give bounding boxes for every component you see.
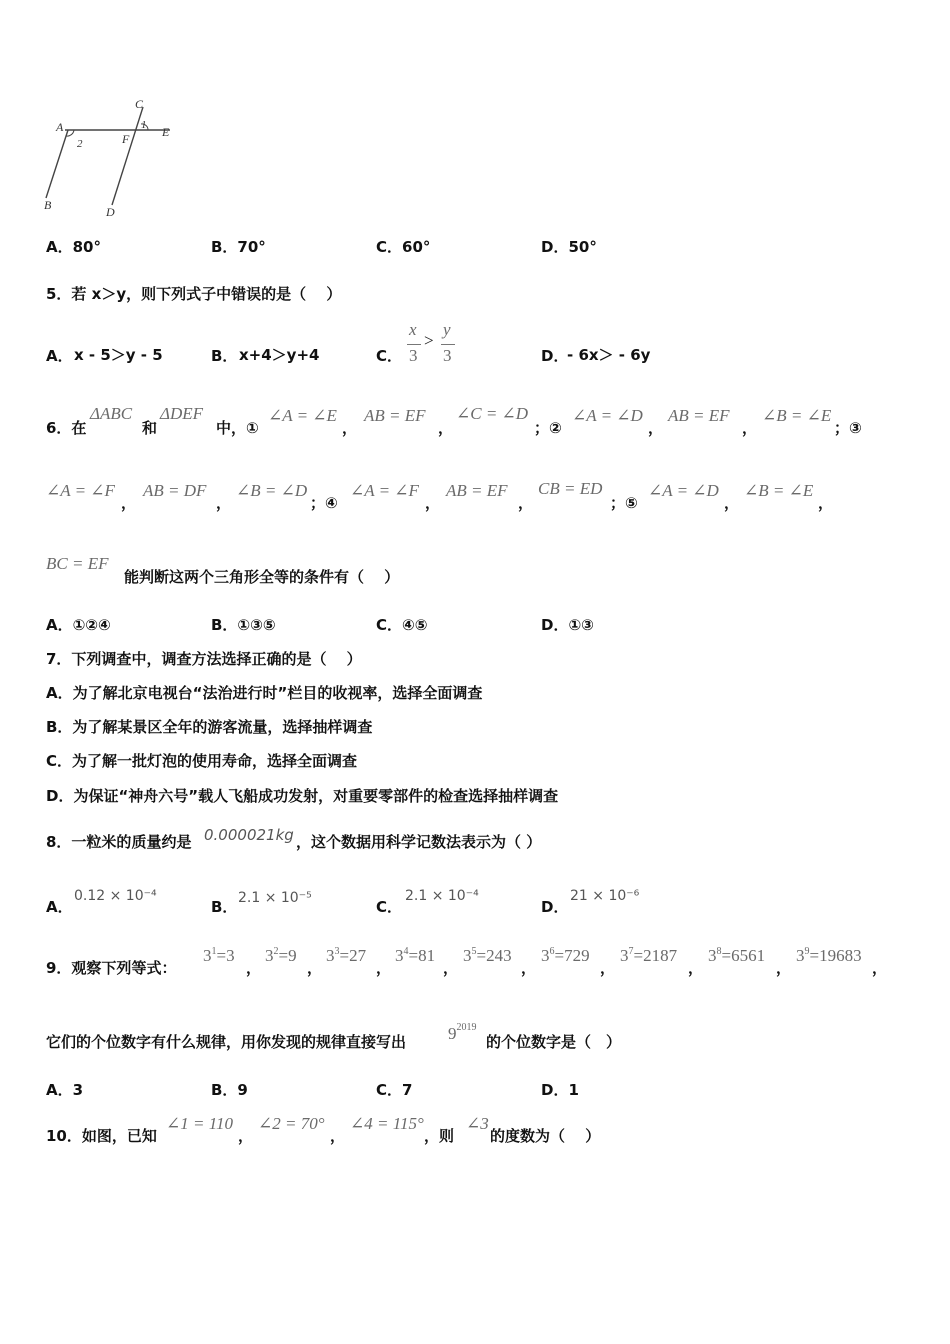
q6-mark-5: ；⑤ bbox=[610, 494, 638, 512]
q6-cond2-c: ∠B = ∠E bbox=[762, 406, 832, 425]
q5-option-b[interactable]: x+4＞y+4 bbox=[239, 346, 320, 364]
q6-cond2-a: ∠A = ∠D bbox=[572, 406, 643, 425]
frac-x-num: x bbox=[409, 320, 417, 339]
q8-option-d[interactable]: 21 × 10⁻⁶ bbox=[570, 888, 640, 904]
q8-option-c[interactable]: 2.1 × 10⁻⁴ bbox=[405, 888, 479, 904]
frac-y-bar bbox=[441, 344, 455, 345]
q8-option-b-label: B． bbox=[211, 898, 238, 916]
comma: ， bbox=[600, 959, 616, 977]
q7-option-c[interactable]: C．为了解一批灯泡的使用寿命，选择全面调查 bbox=[46, 752, 358, 770]
power-eq: $3^2=9$ bbox=[265, 946, 297, 965]
comma: ， bbox=[518, 494, 534, 512]
comma: ， bbox=[724, 494, 740, 512]
comma: ， bbox=[376, 959, 392, 977]
q6-mark-2: ；② bbox=[534, 419, 562, 437]
comma: ， bbox=[330, 1127, 346, 1145]
q7-option-a[interactable]: A．为了解北京电视台“法治进行时”栏目的收视率，选择全面调查 bbox=[46, 684, 483, 702]
q6-cond2-b: AB = EF bbox=[668, 406, 730, 425]
q6-cond5-a: ∠A = ∠D bbox=[648, 481, 719, 500]
q9-line2-a: 它们的个位数字有什么规律，用你发现的规律直接写出 bbox=[46, 1033, 407, 1051]
label-1: 1 bbox=[141, 119, 147, 131]
q8-option-a-label: A． bbox=[46, 898, 73, 916]
q6-triangle-def: ΔDEF bbox=[160, 404, 204, 423]
q6-zhong: 中，① bbox=[216, 419, 259, 437]
q5-option-d[interactable]: - 6x＞ - 6y bbox=[567, 346, 651, 364]
q4-option-c[interactable]: C．60° bbox=[376, 238, 431, 256]
label-b: B bbox=[44, 198, 52, 212]
comma: ， bbox=[246, 959, 262, 977]
q5-option-b-label: B． bbox=[211, 347, 238, 365]
q10-stem-b: ，则 bbox=[424, 1127, 455, 1145]
comma: ， bbox=[742, 419, 758, 437]
label-d: D bbox=[106, 205, 115, 219]
q10-angle-1: ∠1 = 110 bbox=[166, 1114, 233, 1133]
power-eq: $3^4=81$ bbox=[395, 946, 436, 965]
q9-stem: 9．观察下列等式： bbox=[46, 959, 177, 977]
q6-cond3-c: ∠B = ∠D bbox=[236, 481, 308, 500]
comma: ， bbox=[121, 494, 137, 512]
segment-cd bbox=[112, 107, 143, 205]
q8-mass: 0.000021kg bbox=[204, 826, 294, 844]
comma: ， bbox=[216, 494, 232, 512]
q4-option-b[interactable]: B．70° bbox=[211, 238, 266, 256]
q6-cond5-c: BC = EF bbox=[46, 554, 109, 573]
q10-stem-a: 10．如图，已知 bbox=[46, 1127, 157, 1145]
q5-option-c-label: C． bbox=[376, 347, 403, 365]
comma: ， bbox=[776, 959, 792, 977]
power-eq: $3^6=729$ bbox=[541, 946, 590, 965]
q9-power: $9^{2019}$ bbox=[448, 1022, 477, 1043]
q10-angle-3: ∠3 bbox=[466, 1114, 489, 1133]
comma: ， bbox=[307, 959, 323, 977]
q7-stem: 7．下列调查中，调查方法选择正确的是（ ） bbox=[46, 650, 362, 668]
q5-option-c[interactable] bbox=[404, 320, 464, 368]
q6-option-a[interactable]: A．①②④ bbox=[46, 616, 111, 634]
q6-option-c[interactable]: C．④⑤ bbox=[376, 616, 428, 634]
q6-cond1-c: ∠C = ∠D bbox=[456, 404, 529, 423]
q10-stem-c: 的度数为（ ） bbox=[490, 1127, 601, 1145]
q6-cond4-b: AB = EF bbox=[446, 481, 508, 500]
label-a: A bbox=[56, 120, 64, 134]
q6-cond5-b: ∠B = ∠E bbox=[744, 481, 814, 500]
frac-x-bar bbox=[407, 344, 421, 345]
power-eq: $3^9=19683$ bbox=[796, 946, 862, 965]
q6-tail: 能判断这两个三角形全等的条件有（ ） bbox=[124, 568, 400, 586]
frac-y-den: 3 bbox=[443, 346, 452, 365]
q6-cond1-b: AB = EF bbox=[364, 406, 426, 425]
q6-triangle-abc: ΔABC bbox=[90, 404, 133, 423]
q5-stem: 5．若 x＞y，则下列式子中错误的是（ ） bbox=[46, 285, 342, 303]
comma: ， bbox=[443, 959, 459, 977]
q5-option-a[interactable]: x - 5＞y - 5 bbox=[74, 346, 163, 364]
comma: ， bbox=[342, 419, 358, 437]
q8-stem-b: ，这个数据用科学记数法表示为（ ） bbox=[296, 833, 542, 851]
q8-option-d-label: D． bbox=[541, 898, 569, 916]
q6-mark-3: ；③ bbox=[834, 419, 862, 437]
label-f: F bbox=[122, 132, 130, 146]
q4-option-d[interactable]: D．50° bbox=[541, 238, 597, 256]
q6-cond3-a: ∠A = ∠F bbox=[46, 481, 115, 500]
geometry-figure bbox=[40, 95, 190, 225]
q4-option-a[interactable]: A．80° bbox=[46, 238, 101, 256]
q6-cond4-a: ∠A = ∠F bbox=[350, 481, 419, 500]
power-eq: $3^7=2187$ bbox=[620, 946, 678, 965]
frac-gt: > bbox=[424, 331, 434, 350]
frac-y-num: y bbox=[443, 320, 451, 339]
q6-cond4-c: CB = ED bbox=[538, 479, 603, 498]
q8-option-a[interactable]: 0.12 × 10⁻⁴ bbox=[74, 888, 157, 904]
q6-cond3-b: AB = DF bbox=[143, 481, 207, 500]
q8-option-b[interactable]: 2.1 × 10⁻⁵ bbox=[238, 890, 312, 906]
q9-option-a[interactable]: A．3 bbox=[46, 1081, 84, 1099]
comma: ， bbox=[648, 419, 664, 437]
comma: ， bbox=[425, 494, 441, 512]
q8-stem-a: 8．一粒米的质量约是 bbox=[46, 833, 192, 851]
q6-mark-4: ；④ bbox=[310, 494, 338, 512]
q7-option-d[interactable]: D．为保证“神舟六号”载人飞船成功发射，对重要零部件的检查选择抽样调查 bbox=[46, 787, 559, 805]
q6-he: 和 bbox=[142, 419, 158, 437]
power-eq: $3^3=27$ bbox=[326, 946, 367, 965]
q10-angle-4: ∠4 = 115° bbox=[350, 1114, 424, 1133]
q5-option-d-label: D． bbox=[541, 347, 569, 365]
q9-option-d[interactable]: D．1 bbox=[541, 1081, 579, 1099]
label-e: E bbox=[162, 125, 170, 139]
comma: ， bbox=[872, 959, 888, 977]
comma: ， bbox=[238, 1127, 254, 1145]
comma: ， bbox=[521, 959, 537, 977]
comma: ， bbox=[688, 959, 704, 977]
q6-option-d[interactable]: D．①③ bbox=[541, 616, 594, 634]
q6-cond1-a: ∠A = ∠E bbox=[268, 406, 337, 425]
frac-x-den: 3 bbox=[409, 346, 418, 365]
power-eq: $3^8=6561$ bbox=[708, 946, 766, 965]
power-eq: $3^1=3$ bbox=[203, 946, 235, 965]
q9-line2-b: 的个位数字是（ ） bbox=[486, 1033, 622, 1051]
power-eq: $3^5=243$ bbox=[463, 946, 512, 965]
q7-option-b[interactable]: B．为了解某景区全年的游客流量，选择抽样调查 bbox=[46, 718, 373, 736]
comma: ， bbox=[818, 494, 834, 512]
comma: ， bbox=[438, 419, 454, 437]
q6-option-b[interactable]: B．①③⑤ bbox=[211, 616, 276, 634]
q9-option-b[interactable]: B．9 bbox=[211, 1081, 248, 1099]
label-c: C bbox=[135, 97, 144, 111]
q10-angle-2: ∠2 = 70° bbox=[258, 1114, 325, 1133]
segment-ab bbox=[46, 130, 68, 198]
q6-num: 6．在 bbox=[46, 419, 87, 437]
q9-option-c[interactable]: C．7 bbox=[376, 1081, 413, 1099]
q5-option-a-label: A． bbox=[46, 347, 73, 365]
q8-option-c-label: C． bbox=[376, 898, 403, 916]
label-2: 2 bbox=[77, 138, 83, 150]
